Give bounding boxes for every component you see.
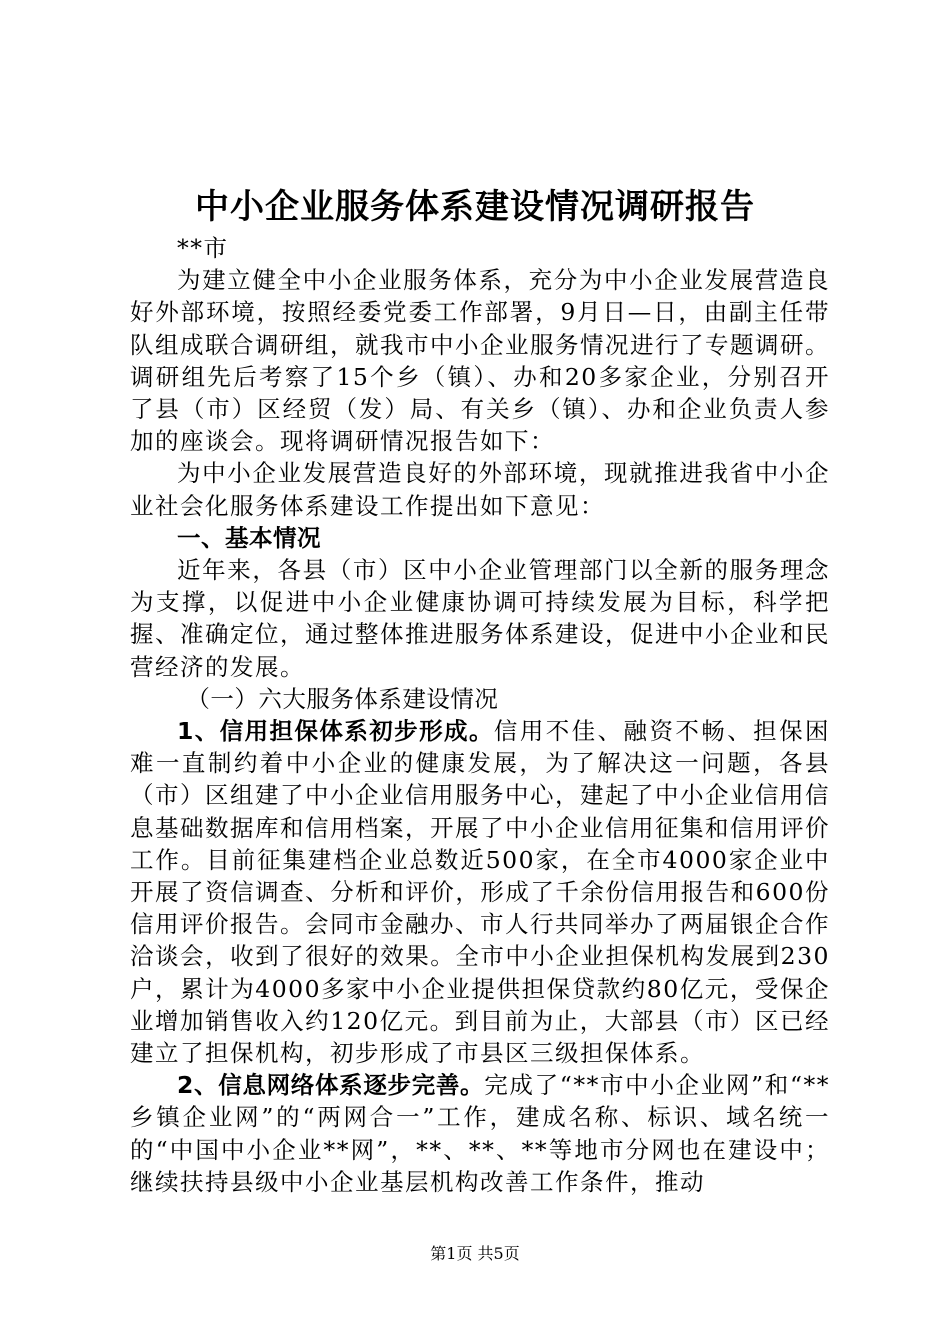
document-body <box>130 232 830 1198</box>
paragraph-basic: 近年来，各县（市）区中小企业管理部门以全新的服务理念为支撑，以促进中小企业健康协调可持续发展为目标，科学把握、准确定位，通过整体推进服务体系建设，促进中小企业和民营经济的发展。 <box>130 556 830 681</box>
paragraph-network <box>130 1069 830 1198</box>
subsection-heading-six-systems: （一）六大服务体系建设情况 <box>186 684 499 713</box>
paragraph-network-body: 完成了“**市中小企业网”和“**乡镇企业网”的“两网合一”工作，建成名称、标识、域名统一的“中国中小企业**网”，**、**、**等地市分网也在建设中；继续扶持县级中小企业基层机构改善工作条件，推动 <box>130 1071 830 1196</box>
paragraph-credit <box>130 715 830 1069</box>
section-heading-basic: 一、基本情况 <box>177 523 321 552</box>
paragraph-credit-body: 信用不佳、融资不畅、担保困难一直制约着中小企业的健康发展，为了解决这一问题，各县（市）区组建了中小企业信用服务中心，建起了中小企业信用信息基础数据库和信用档案，开展了中小企业信用征集和信用评价工作。目前征集建档企业总数近500家，在全市4000家企业中开展了资信调查、分析和评价，形成了千余份信用报告和600份信用评价报告。会同市金融办、市人行共同举办了两届银企合作洽谈会，收到了很好的效果。全市中小企业担保机构发展到230户，累计为4000多家中小企业提供担保贷款约80亿元，受保企业增加销售收入约120亿元。到目前为止，大部县（市）区已经建立了担保机构，初步形成了市县区三级担保体系。 <box>130 717 830 1068</box>
paragraph-credit-lead: 1、信用担保体系初步形成。 <box>177 717 494 746</box>
author-line: **市 <box>177 234 229 262</box>
page-footer: 第1页 共5页 <box>430 1244 520 1263</box>
paragraph-purpose: 为中小企业发展营造良好的外部环境，现就推进我省中小企业社会化服务体系建设工作提出如下意见： <box>130 459 830 520</box>
paragraph-intro: 为建立健全中小企业服务体系，充分为中小企业发展营造良好外部环境，按照经委党委工作部署，9月日—日，由副主任带队组成联合调研组，就我市中小企业服务情况进行了专题调研。调研组先后考察了15个乡（镇）、办和20多家企业，分别召开了县（市）区经贸（发）局、有关乡（镇）、办和企业负责人参加的座谈会。现将调研情况报告如下： <box>130 266 830 456</box>
paragraph-network-lead: 2、信息网络体系逐步完善。 <box>177 1071 485 1100</box>
document-title: 中小企业服务体系建设情况调研报告 <box>195 187 755 227</box>
